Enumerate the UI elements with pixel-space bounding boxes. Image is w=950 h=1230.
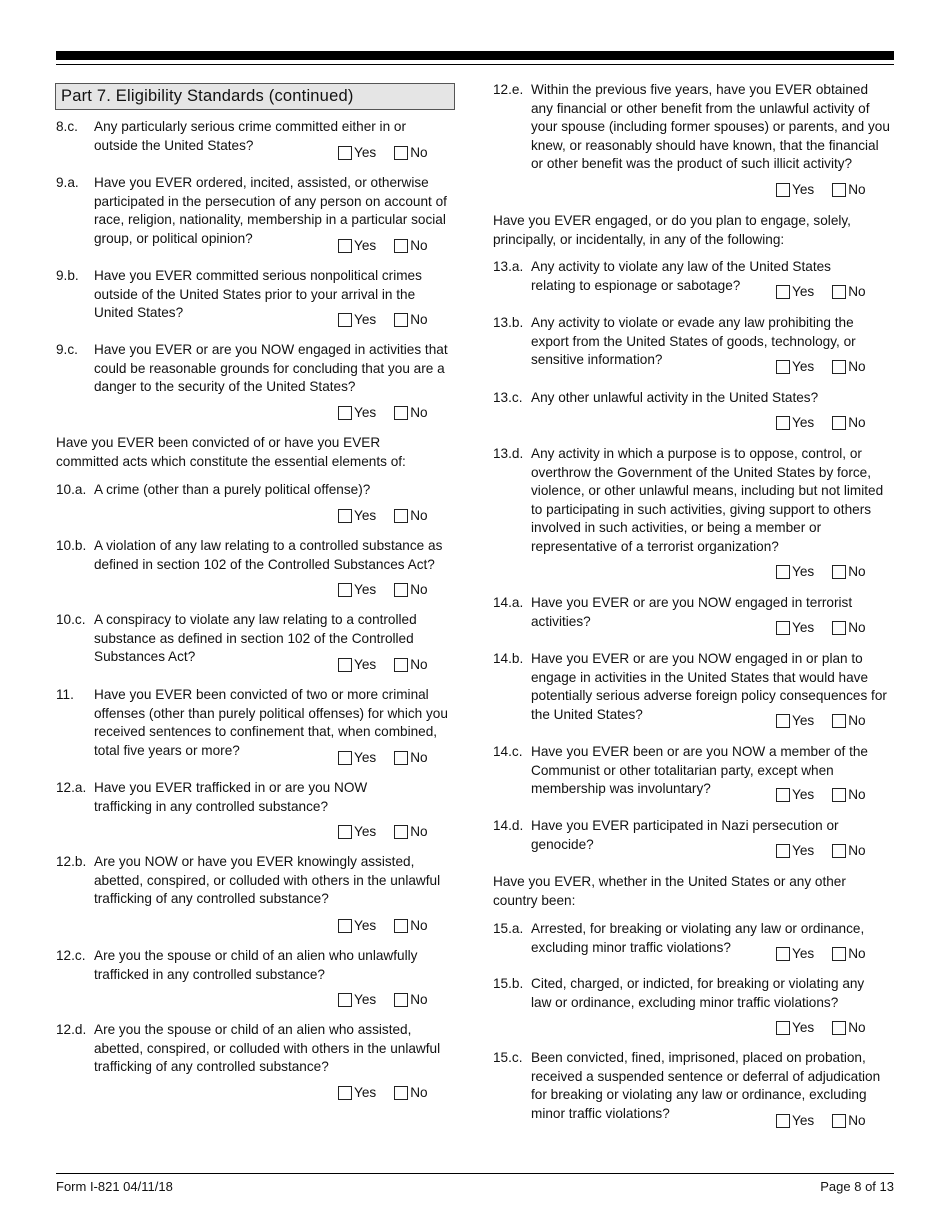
no-checkbox[interactable]: [832, 1021, 846, 1035]
no-label: No: [848, 843, 866, 859]
yes-checkbox[interactable]: [776, 285, 790, 299]
yes-no-13d: [776, 563, 866, 581]
question-number: 13.b.: [493, 315, 524, 330]
question-text: Have you EVER or are you NOW engaged in or plan to engage in activities in the United States that would have potentially serious adverse foreign policy consequences for the United States?: [531, 651, 887, 722]
yes-checkbox[interactable]: [776, 1021, 790, 1035]
yes-label: Yes: [354, 918, 377, 934]
no-checkbox[interactable]: [394, 239, 408, 253]
question-text: Are you the spouse or child of an alien who assisted, abetted, conspired, or colluded with others in the unlawful trafficking of any controlled substance?: [94, 1022, 441, 1075]
yes-checkbox[interactable]: [776, 565, 790, 579]
intro-engaged: Have you EVER engaged, or do you plan to engage, solely, principally, or incidentally, in any of the following:: [493, 213, 851, 247]
yes-label: Yes: [354, 657, 377, 673]
question-number: 10.a.: [56, 482, 87, 497]
question-number: 11.: [56, 687, 74, 702]
yes-no-10c: [338, 656, 428, 674]
yes-no-12a: [338, 823, 428, 841]
question-text: Any activity in which a purpose is to oppose, control, or overthrow the Government of the United States by force, violence, or other unlawful means, including but not limited to participating in such activities, giving support to others involved in such activities, or being a member or representative of a terrorist organization?: [531, 446, 884, 554]
no-checkbox[interactable]: [394, 1086, 408, 1100]
yes-label: Yes: [354, 145, 377, 161]
yes-checkbox[interactable]: [776, 360, 790, 374]
question-number: 14.b.: [493, 651, 524, 666]
no-label: No: [848, 787, 866, 803]
yes-label: Yes: [792, 415, 815, 431]
no-checkbox[interactable]: [832, 844, 846, 858]
no-label: No: [410, 992, 428, 1008]
question-text: Have you EVER ordered, incited, assisted, or otherwise participated in the persecution of any person on account of race, religion, nationality, membership in a particular social group, or political opinion?: [94, 175, 447, 246]
no-label: No: [848, 620, 866, 636]
question-text: Are you the spouse or child of an alien who unlawfully trafficked in any controlled substance?: [94, 948, 418, 982]
question-number: 12.d.: [56, 1022, 87, 1037]
yes-label: Yes: [354, 238, 377, 254]
no-checkbox[interactable]: [394, 583, 408, 597]
yes-checkbox[interactable]: [776, 947, 790, 961]
no-label: No: [410, 824, 428, 840]
yes-label: Yes: [792, 713, 815, 729]
yes-checkbox[interactable]: [776, 621, 790, 635]
yes-checkbox[interactable]: [338, 406, 352, 420]
yes-checkbox[interactable]: [338, 146, 352, 160]
no-checkbox[interactable]: [832, 183, 846, 197]
yes-no-15c: [776, 1112, 866, 1130]
no-checkbox[interactable]: [832, 285, 846, 299]
yes-label: Yes: [354, 312, 377, 328]
footer-rule: [56, 1173, 894, 1174]
yes-no-15a: [776, 945, 866, 963]
yes-label: Yes: [354, 508, 377, 524]
yes-checkbox[interactable]: [338, 825, 352, 839]
question-text: A conspiracy to violate any law relating to a controlled substance as defined in section 102 of the Controlled Substances Act?: [94, 612, 417, 665]
no-label: No: [410, 238, 428, 254]
yes-label: Yes: [792, 843, 815, 859]
yes-checkbox[interactable]: [338, 509, 352, 523]
question-text: A violation of any law relating to a controlled substance as defined in section 102 of the Controlled Substances Act?: [94, 538, 443, 572]
question-number: 9.c.: [56, 342, 78, 357]
no-label: No: [410, 918, 428, 934]
yes-no-13c: [776, 414, 866, 432]
no-checkbox[interactable]: [832, 565, 846, 579]
no-label: No: [848, 1020, 866, 1036]
question-text: Been convicted, fined, imprisoned, placed on probation, received a suspended sentence or deferral of adjudication for breaking or violating any law or ordinance, excluding minor traffic violations?: [531, 1050, 881, 1121]
question-text: Cited, charged, or indicted, for breaking or violating any law or ordinance, excluding minor traffic violations?: [531, 976, 865, 1010]
yes-label: Yes: [354, 1085, 377, 1101]
no-label: No: [410, 312, 428, 328]
yes-checkbox[interactable]: [338, 919, 352, 933]
question-text: Have you EVER been or are you NOW a member of the Communist or other totalitarian party, except when membership was involuntary?: [531, 744, 868, 797]
yes-no-9c: [338, 404, 428, 422]
question-text: Have you EVER participated in Nazi persecution or genocide?: [531, 818, 839, 852]
no-checkbox[interactable]: [394, 919, 408, 933]
yes-label: Yes: [354, 750, 377, 766]
question-number: 15.b.: [493, 976, 524, 991]
top-rule-thick: [56, 51, 894, 60]
yes-no-12c: [338, 991, 428, 1009]
yes-label: Yes: [354, 992, 377, 1008]
no-label: No: [848, 1113, 866, 1129]
question-text: Arrested, for breaking or violating any law or ordinance, excluding minor traffic violations?: [531, 921, 865, 955]
question-number: 12.b.: [56, 854, 87, 869]
yes-no-9a: [338, 237, 428, 255]
question-number: 14.a.: [493, 595, 524, 610]
question-number: 12.c.: [56, 948, 86, 963]
yes-checkbox[interactable]: [776, 183, 790, 197]
no-checkbox[interactable]: [394, 751, 408, 765]
yes-label: Yes: [792, 1113, 815, 1129]
no-checkbox[interactable]: [832, 947, 846, 961]
yes-checkbox[interactable]: [776, 1114, 790, 1128]
yes-checkbox[interactable]: [338, 239, 352, 253]
no-checkbox[interactable]: [832, 788, 846, 802]
yes-checkbox[interactable]: [338, 658, 352, 672]
yes-label: Yes: [792, 1020, 815, 1036]
question-text: Have you EVER committed serious nonpolitical crimes outside of the United States prior to your arrival in the United States?: [94, 268, 422, 321]
yes-no-9b: [338, 311, 428, 329]
no-label: No: [410, 582, 428, 598]
no-checkbox[interactable]: [394, 313, 408, 327]
top-rule-thin: [56, 64, 894, 65]
question-text: Within the previous five years, have you EVER obtained any financial or other benefit from the unlawful activity of your spouse (including former spouses) or parents, and you knew, or reasonably should have known, that the financial or other benefit was the product of such illicit activity?: [531, 82, 890, 172]
yes-checkbox[interactable]: [338, 993, 352, 1007]
question-text: Have you EVER been convicted of two or more criminal offenses (other than purely political offenses) for which you received sentences to confinement that, when combined, total five years or more?: [94, 687, 448, 758]
question-text: Are you NOW or have you EVER knowingly assisted, abetted, conspired, or colluded with others in the unlawful trafficking of any controlled substance?: [94, 854, 441, 907]
question-text: Have you EVER or are you NOW engaged in terrorist activities?: [531, 595, 853, 629]
question-text: Any particularly serious crime committed either in or outside the United States?: [94, 119, 407, 153]
yes-no-13a: [776, 283, 866, 301]
no-label: No: [848, 359, 866, 375]
yes-checkbox[interactable]: [338, 583, 352, 597]
no-label: No: [848, 415, 866, 431]
question-text: Any activity to violate or evade any law prohibiting the export from the United States of goods, technology, or sensitive information?: [531, 315, 856, 368]
no-label: No: [410, 508, 428, 524]
question-number: 12.e.: [493, 82, 524, 97]
no-checkbox[interactable]: [832, 621, 846, 635]
no-label: No: [848, 713, 866, 729]
yes-no-14c: [776, 786, 866, 804]
question-number: 15.c.: [493, 1050, 523, 1065]
no-label: No: [848, 564, 866, 580]
intro-arrested: Have you EVER, whether in the United States or any other country been:: [493, 874, 846, 908]
yes-no-10b: [338, 581, 428, 599]
question-text: A crime (other than a purely political offense)?: [94, 482, 371, 497]
no-checkbox[interactable]: [832, 1114, 846, 1128]
yes-no-8c: [338, 144, 428, 162]
question-number: 9.b.: [56, 268, 79, 283]
yes-no-14a: [776, 619, 866, 637]
yes-checkbox[interactable]: [776, 714, 790, 728]
question-number: 15.a.: [493, 921, 524, 936]
question-number: 13.c.: [493, 390, 523, 405]
yes-label: Yes: [792, 946, 815, 962]
question-text: Have you EVER trafficked in or are you NOW trafficking in any controlled substance?: [94, 780, 368, 814]
yes-no-15b: [776, 1019, 866, 1037]
yes-no-14d: [776, 842, 866, 860]
no-checkbox[interactable]: [832, 416, 846, 430]
yes-label: Yes: [354, 824, 377, 840]
footer-form-id: Form I-821 04/11/18: [56, 1179, 173, 1194]
no-label: No: [848, 284, 866, 300]
no-label: No: [410, 405, 428, 421]
no-checkbox[interactable]: [394, 825, 408, 839]
footer-page-number: Page 8 of 13: [820, 1179, 894, 1194]
no-label: No: [410, 750, 428, 766]
yes-no-10a: [338, 507, 428, 525]
question-text: Any other unlawful activity in the United States?: [531, 390, 819, 405]
question-text: Any activity to violate any law of the United States relating to espionage or sabotage?: [531, 259, 831, 293]
yes-no-14b: [776, 712, 866, 730]
yes-no-12e: [776, 181, 866, 199]
question-number: 10.c.: [56, 612, 86, 627]
question-number: 9.a.: [56, 175, 79, 190]
question-number: 10.b.: [56, 538, 87, 553]
yes-no-13b: [776, 358, 866, 376]
yes-checkbox[interactable]: [776, 844, 790, 858]
no-checkbox[interactable]: [832, 714, 846, 728]
part-header: Part 7. Eligibility Standards (continued): [55, 83, 455, 110]
no-checkbox[interactable]: [394, 993, 408, 1007]
no-label: No: [410, 145, 428, 161]
no-checkbox[interactable]: [394, 146, 408, 160]
question-number: 13.a.: [493, 259, 524, 274]
yes-checkbox[interactable]: [338, 1086, 352, 1100]
yes-no-11: [338, 749, 428, 767]
yes-label: Yes: [792, 564, 815, 580]
intro-convicted: Have you EVER been convicted of or have you EVER committed acts which constitute the essential elements of:: [56, 435, 406, 469]
question-number: 8.c.: [56, 119, 78, 134]
yes-checkbox[interactable]: [776, 788, 790, 802]
no-checkbox[interactable]: [832, 360, 846, 374]
question-number: 14.c.: [493, 744, 523, 759]
yes-checkbox[interactable]: [776, 416, 790, 430]
question-number: 12.a.: [56, 780, 87, 795]
question-text: Have you EVER or are you NOW engaged in activities that could be reasonable grounds for concluding that you are a danger to the security of the United States?: [94, 342, 448, 395]
question-number: 13.d.: [493, 446, 524, 461]
yes-no-12d: [338, 1084, 428, 1102]
no-checkbox[interactable]: [394, 658, 408, 672]
yes-label: Yes: [354, 582, 377, 598]
yes-label: Yes: [792, 182, 815, 198]
no-label: No: [848, 946, 866, 962]
no-label: No: [410, 1085, 428, 1101]
yes-label: Yes: [354, 405, 377, 421]
yes-no-12b: [338, 917, 428, 935]
question-number: 14.d.: [493, 818, 524, 833]
no-checkbox[interactable]: [394, 406, 408, 420]
yes-label: Yes: [792, 620, 815, 636]
no-checkbox[interactable]: [394, 509, 408, 523]
yes-label: Yes: [792, 359, 815, 375]
yes-label: Yes: [792, 787, 815, 803]
no-label: No: [410, 657, 428, 673]
no-label: No: [848, 182, 866, 198]
yes-checkbox[interactable]: [338, 751, 352, 765]
yes-label: Yes: [792, 284, 815, 300]
yes-checkbox[interactable]: [338, 313, 352, 327]
